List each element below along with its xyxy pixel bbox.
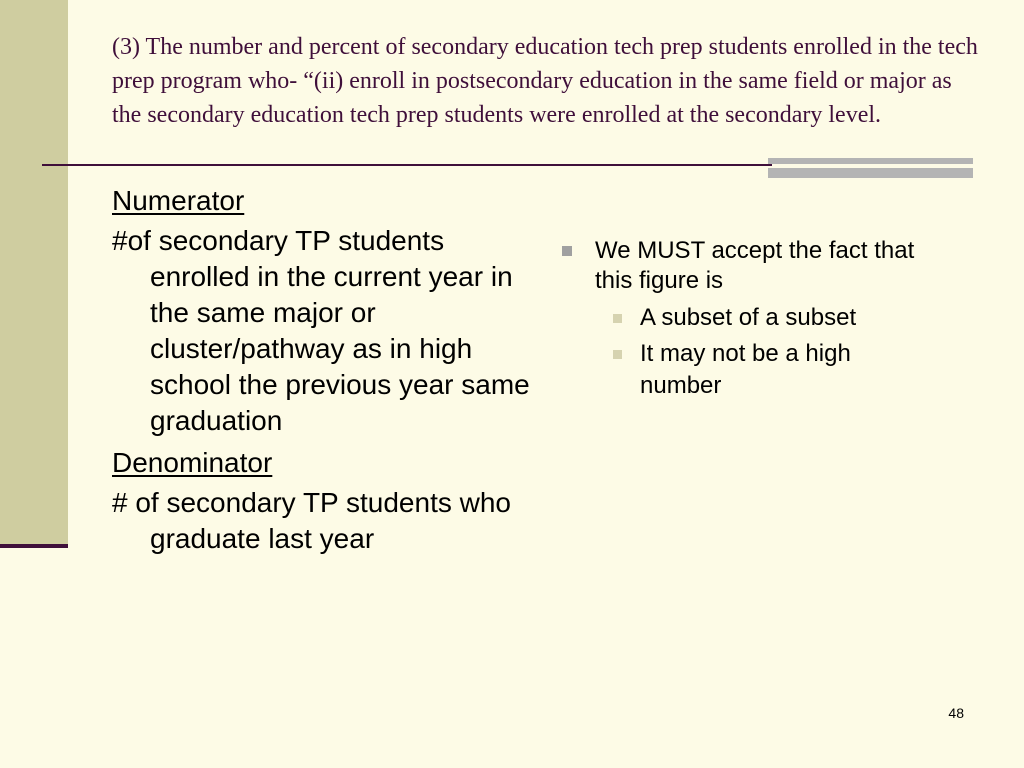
square-bullet-icon	[613, 314, 622, 323]
sub-bullet-text: A subset of a subset	[640, 304, 857, 331]
left-decorative-bar	[0, 0, 68, 545]
slide-title: (3) The number and percent of secondary education tech prep students enrolled in the tech prep program who- “(ii) enroll in postsecondary education in the same field or major as the secondary education tech prep students were enrolled at the secondary level.	[112, 34, 978, 128]
left-column	[112, 183, 532, 563]
sub-bullet-item	[608, 302, 938, 334]
numerator-heading: Numerator	[112, 185, 245, 216]
title-divider-accent	[768, 158, 973, 178]
right-column	[558, 236, 938, 406]
bullet-text: We MUST accept the fact that this figure is	[595, 237, 915, 294]
numerator-text: #of secondary TP students enrolled in the current year in the same major or cluster/pathway as in high school the previous year same graduation	[112, 225, 530, 436]
title-divider	[42, 164, 772, 166]
page-number: 48	[948, 705, 964, 721]
square-bullet-icon	[562, 246, 572, 256]
bullet-item	[558, 236, 938, 296]
denominator-heading: Denominator	[112, 447, 273, 478]
sub-bullet-item	[608, 338, 938, 402]
sub-bullet-text: It may not be a high number	[640, 340, 851, 399]
denominator-text: # of secondary TP students who graduate last year	[112, 487, 511, 554]
left-bar-rule	[0, 544, 68, 548]
square-bullet-icon	[613, 350, 622, 359]
